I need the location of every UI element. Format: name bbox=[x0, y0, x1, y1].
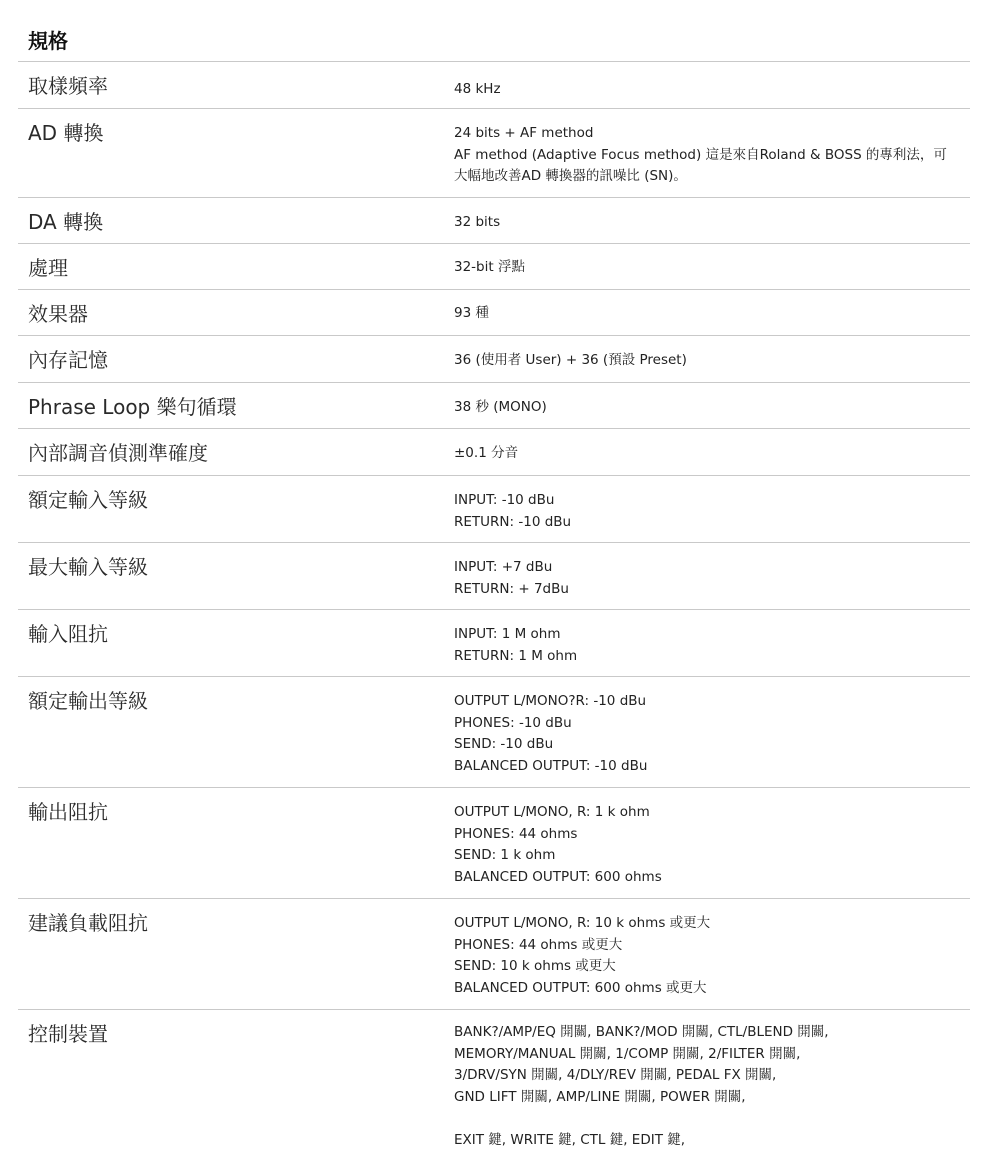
spec-values bbox=[444, 429, 970, 476]
spec-value-line: BALANCED OUTPUT: 600 ohms 或更大 bbox=[454, 979, 707, 996]
spec-label: Phrase Loop 樂句循環 bbox=[28, 395, 237, 419]
spec-values bbox=[444, 290, 970, 336]
spec-row bbox=[18, 542, 970, 609]
spec-row bbox=[18, 676, 970, 787]
spec-value-line: 48 kHz bbox=[454, 81, 501, 97]
spec-value-line bbox=[454, 1108, 970, 1130]
spec-label: 額定輸出等級 bbox=[28, 689, 148, 713]
spec-value-line: 32 bits bbox=[454, 214, 501, 230]
spec-value-line: BALANCED OUTPUT: -10 dBu bbox=[454, 757, 648, 774]
spec-label: 額定輸入等級 bbox=[28, 488, 148, 512]
spec-values bbox=[444, 677, 970, 788]
spec-value-line: INPUT: +7 dBu bbox=[454, 559, 553, 575]
spec-value-line: BANK?/AMP/EQ 開關, BANK?/MOD 開關, CTL/BLEND 開關, bbox=[454, 1024, 829, 1040]
spec-label: 內存記憶 bbox=[28, 348, 108, 372]
spec-row bbox=[18, 475, 970, 542]
spec-values bbox=[444, 899, 970, 1010]
spec-row bbox=[18, 243, 970, 289]
spec-value-line: RETURN: + 7dBu bbox=[454, 580, 569, 597]
spec-table bbox=[18, 61, 970, 1158]
spec-value-line: PHONES: 44 ohms 或更大 bbox=[454, 936, 623, 953]
spec-value-line: PHONES: -10 dBu bbox=[454, 714, 572, 731]
spec-values bbox=[444, 198, 970, 244]
spec-row bbox=[18, 335, 970, 382]
spec-row bbox=[18, 108, 970, 197]
spec-row bbox=[18, 1009, 970, 1158]
spec-value-line: 36 (使用者 User) + 36 (預設 Preset) bbox=[454, 352, 687, 368]
spec-values bbox=[444, 336, 970, 383]
spec-value-line: MEMORY/MANUAL 開關, 1/COMP 開關, 2/FILTER 開關, bbox=[454, 1045, 801, 1062]
spec-label: 處理 bbox=[28, 256, 68, 280]
spec-value-line: EXIT 鍵, WRITE 鍵, CTL 鍵, EDIT 鍵, bbox=[454, 1131, 686, 1148]
spec-row bbox=[18, 61, 970, 108]
spec-value-line: GND LIFT 開關, AMP/LINE 開關, POWER 開關, bbox=[454, 1088, 746, 1105]
spec-value-line: BALANCED OUTPUT: 600 ohms bbox=[454, 868, 662, 885]
spec-value-line: 大幅地改善AD 轉換器的訊噪比 (SN)。 bbox=[454, 168, 687, 184]
spec-value-line: SEND: 10 k ohms 或更大 bbox=[454, 958, 616, 974]
spec-value-line: INPUT: 1 M ohm bbox=[454, 626, 561, 642]
spec-row bbox=[18, 289, 970, 335]
spec-label: 輸出阻抗 bbox=[28, 800, 108, 824]
spec-label: 效果器 bbox=[28, 302, 88, 326]
spec-value-line: 3/DRV/SYN 開關, 4/DLY/REV 開關, PEDAL FX 開關, bbox=[454, 1067, 777, 1083]
spec-value-line: RETURN: 1 M ohm bbox=[454, 647, 578, 664]
spec-value-line: SEND: 1 k ohm bbox=[454, 847, 556, 863]
spec-label: 取樣頻率 bbox=[28, 74, 108, 98]
page-title: 規格 bbox=[28, 29, 68, 53]
spec-label: 輸入阻抗 bbox=[28, 622, 108, 646]
spec-values bbox=[444, 244, 970, 290]
spec-value-line: INPUT: -10 dBu bbox=[454, 492, 555, 508]
spec-value-line: 38 秒 (MONO) bbox=[454, 399, 547, 415]
spec-value-line: RETURN: -10 dBu bbox=[454, 513, 572, 530]
spec-value-line: OUTPUT L/MONO?R: -10 dBu bbox=[454, 693, 647, 709]
spec-value-line: OUTPUT L/MONO, R: 1 k ohm bbox=[454, 804, 650, 820]
spec-label: DA 轉換 bbox=[28, 210, 104, 234]
spec-values bbox=[444, 1010, 970, 1159]
spec-row bbox=[18, 382, 970, 428]
spec-value-line: OUTPUT L/MONO, R: 10 k ohms 或更大 bbox=[454, 915, 711, 931]
spec-label: 控制裝置 bbox=[28, 1022, 108, 1046]
spec-label: AD 轉換 bbox=[28, 121, 104, 145]
spec-value-line: 24 bits + AF method bbox=[454, 125, 594, 141]
spec-value-line: AF method (Adaptive Focus method) 這是來自Roland & BOSS 的專利法，可 bbox=[454, 146, 947, 163]
spec-value-line: 32-bit 浮點 bbox=[454, 259, 525, 275]
spec-value-line: 93 種 bbox=[454, 305, 489, 321]
spec-label: 建議負載阻抗 bbox=[28, 911, 148, 935]
spec-values bbox=[444, 543, 970, 610]
spec-row bbox=[18, 787, 970, 898]
spec-values bbox=[444, 109, 970, 198]
spec-row bbox=[18, 609, 970, 676]
spec-row bbox=[18, 898, 970, 1009]
spec-value-line: PHONES: 44 ohms bbox=[454, 825, 578, 842]
spec-values bbox=[444, 476, 970, 543]
spec-value-line: ±0.1 分音 bbox=[454, 445, 519, 461]
spec-values bbox=[444, 788, 970, 899]
spec-values bbox=[444, 383, 970, 429]
spec-row bbox=[18, 197, 970, 243]
spec-label: 內部調音偵測準確度 bbox=[28, 441, 208, 465]
spec-label: 最大輸入等級 bbox=[28, 555, 148, 579]
spec-values bbox=[444, 610, 970, 677]
spec-value-line: SEND: -10 dBu bbox=[454, 736, 554, 752]
spec-row bbox=[18, 428, 970, 475]
spec-values bbox=[444, 62, 970, 109]
